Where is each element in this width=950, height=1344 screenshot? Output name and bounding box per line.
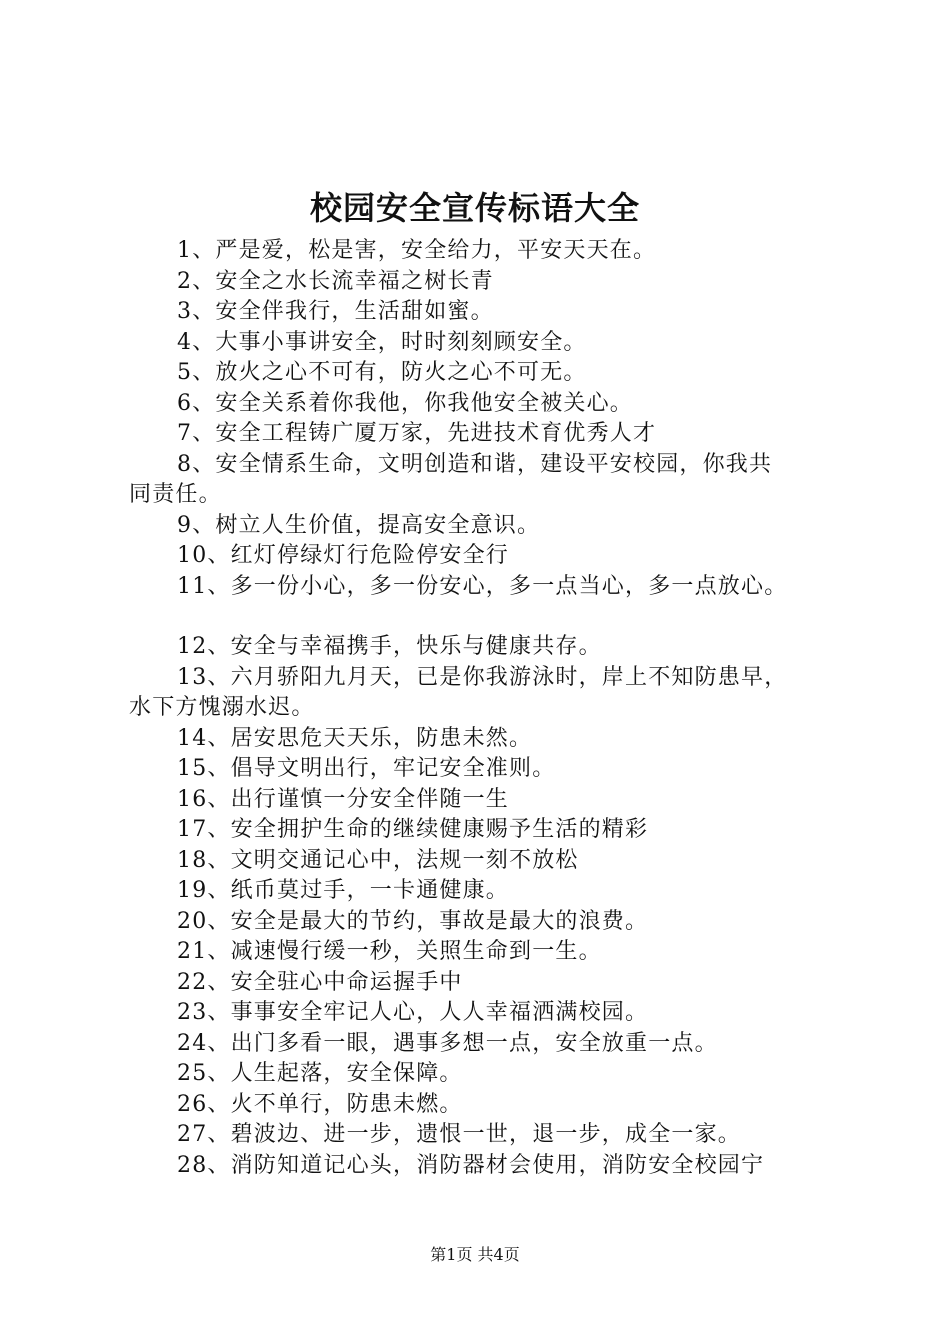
slogan-item: 14、居安思危天天乐，防患未然。 bbox=[177, 725, 533, 751]
slogan-item: 23、事事安全牢记人心，人人幸福洒满校园。 bbox=[177, 1000, 649, 1025]
slogan-item: 15、倡导文明出行，牢记安全准则。 bbox=[177, 756, 556, 781]
slogan-item: 2、安全之水长流幸福之树长青 bbox=[177, 268, 494, 294]
slogan-item: 4、大事小事讲安全，时时刻刻顾安全。 bbox=[177, 329, 587, 355]
slogan-item: 1、严是爱，松是害，安全给力，平安天天在。 bbox=[177, 238, 657, 263]
slogan-item: 13、六月骄阳九月天，已是你我游泳时，岸上不知防患早， bbox=[177, 664, 788, 690]
slogan-item: 7、安全工程铸广厦万家，先进技术育优秀人才 bbox=[177, 421, 657, 446]
slogan-item: 12、安全与幸福携手，快乐与健康共存。 bbox=[177, 634, 602, 659]
slogan-item: 20、安全是最大的节约，事故是最大的浪费。 bbox=[177, 908, 649, 934]
slogan-item: 6、安全关系着你我他，你我他安全被关心。 bbox=[177, 390, 633, 416]
slogan-item: 9、树立人生价值，提高安全意识。 bbox=[177, 512, 541, 538]
paragraph-gap bbox=[129, 602, 841, 632]
slogan-item: 25、人生起落，安全保障。 bbox=[177, 1061, 463, 1086]
slogan-item: 24、出门多看一眼，遇事多想一点，安全放重一点。 bbox=[177, 1030, 718, 1056]
slogan-item: 17、安全拥护生命的继续健康赐予生活的精彩 bbox=[177, 817, 649, 842]
slogan-list bbox=[129, 236, 841, 1181]
slogan-item: 27、碧波边、进一步，遗恨一世，退一步，成全一家。 bbox=[177, 1122, 741, 1147]
document-title: 校园安全宣传标语大全 bbox=[309, 189, 640, 227]
slogan-item: 10、红灯停绿灯行危险停安全行 bbox=[177, 543, 509, 568]
slogan-item: 18、文明交通记心中，法规一刻不放松 bbox=[177, 847, 579, 873]
slogan-item-continuation: 同责任。 bbox=[129, 482, 222, 507]
slogan-item: 3、安全伴我行，生活甜如蜜。 bbox=[177, 299, 494, 324]
slogan-item: 22、安全驻心中命运握手中 bbox=[177, 969, 463, 995]
slogan-item: 16、出行谨慎一分安全伴随一生 bbox=[177, 786, 509, 812]
slogan-item: 26、火不单行，防患未燃。 bbox=[177, 1091, 463, 1117]
page-number-footer: 第1页 共4页 bbox=[430, 1245, 520, 1264]
slogan-item: 11、多一份小心，多一份安心，多一点当心，多一点放心。 bbox=[177, 573, 788, 599]
slogan-item: 8、安全情系生命，文明创造和谐，建设平安校园，你我共 bbox=[177, 451, 773, 477]
slogan-item: 5、放火之心不可有，防火之心不可无。 bbox=[177, 360, 587, 385]
slogan-item-continuation: 水下方愧溺水迟。 bbox=[129, 695, 315, 720]
slogan-item: 28、消防知道记心头，消防器材会使用，消防安全校园宁 bbox=[177, 1152, 765, 1178]
slogan-item: 19、纸币莫过手，一卡通健康。 bbox=[177, 878, 509, 903]
slogan-item: 21、减速慢行缓一秒，关照生命到一生。 bbox=[177, 939, 602, 964]
